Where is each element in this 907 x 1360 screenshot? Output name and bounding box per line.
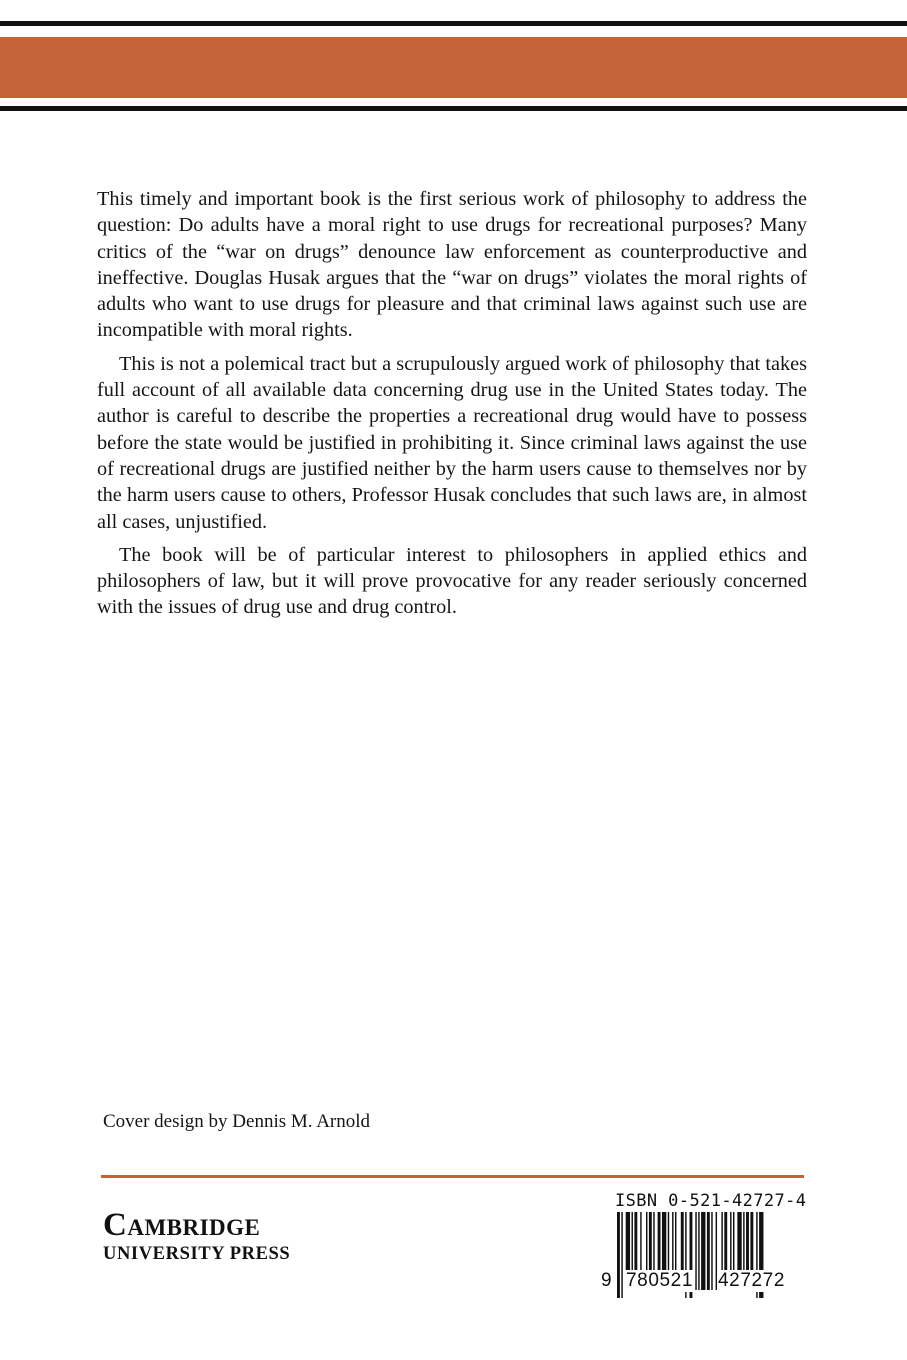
publisher-subtitle: UNIVERSITY PRESS — [103, 1244, 291, 1264]
isbn-label: ISBN 0-521-42727-4 — [615, 1191, 807, 1211]
barcode-lead-digit: 9 — [601, 1270, 612, 1291]
orange-band — [0, 37, 907, 98]
barcode-digits — [601, 1270, 813, 1296]
top-rule — [0, 21, 907, 26]
blurb-paragraph-2: This is not a polemical tract but a scrupulously argued work of philosophy that takes full account of all available data concerning drug use in the United States today. The author is careful to describe the properties a recreational drug would have to possess before the state would be justified in prohibiting it. Since criminal laws against the use of recreational drugs are justified neither by the harm users cause to themselves nor by the harm users cause to others, Professor Husak concludes that such laws are, in almost all cases, unjustified. — [97, 352, 807, 533]
publisher-name: Cambridge — [103, 1207, 261, 1243]
blurb-paragraph-3: The book will be of particular interest to philosophers in applied ethics and philosophers of law, but it will prove provocative for any reader seriously concerned with the issues of drug use and drug control. — [97, 543, 807, 619]
barcode-right-group: 427272 — [718, 1270, 786, 1291]
footer-divider — [101, 1175, 804, 1178]
back-cover-blurb — [97, 186, 807, 628]
blurb-paragraph-1: This timely and important book is the first serious work of philosophy to address the question: Do adults have a moral right to use drugs for recreational purposes? Many critics of the “war on drugs” denounce law enforcement as counterproductive and ineffective. Douglas Husak argues that the “war on drugs” violates the moral rights of adults who want to use drugs for pleasure and that criminal laws against such use are incompatible with moral rights. — [97, 188, 807, 342]
band-bottom-rule — [0, 106, 907, 111]
publisher-logo — [103, 1208, 290, 1265]
cover-credit: Cover design by Dennis M. Arnold — [103, 1111, 371, 1132]
barcode-left-group: 780521 — [626, 1270, 694, 1291]
